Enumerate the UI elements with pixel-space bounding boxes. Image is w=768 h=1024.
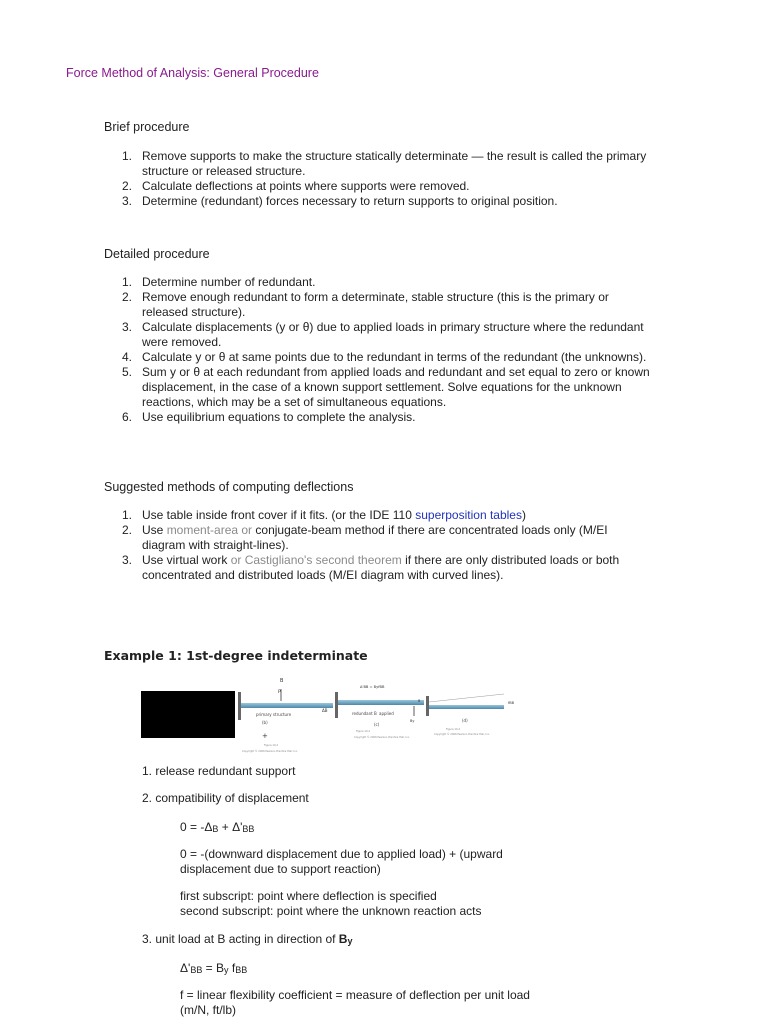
- equation-1: 0 = -ΔB + Δ'BB: [180, 820, 255, 834]
- caption-c-letter: (d): [462, 718, 468, 723]
- b-label: B: [418, 699, 421, 703]
- caption-b-suffix: applied: [379, 711, 394, 716]
- beam: [338, 700, 424, 705]
- suggested-heading: Suggested methods of computing deflections: [104, 480, 354, 494]
- label-b: B: [280, 678, 284, 684]
- list-item: 1. Remove supports to make the structure statically determinate — the result is called the primary structure or released structure.: [122, 149, 647, 178]
- plus-sign: +: [262, 732, 268, 740]
- list-item: 4. Calculate y or θ at same points due to the redundant in terms of the redundant (the unknowns).: [122, 350, 647, 364]
- detailed-list: [122, 275, 652, 425]
- fig-ref: Figure 10-2: [264, 744, 279, 747]
- caption-a-letter: (b): [262, 720, 268, 725]
- subscript-note-1: first subscript: point where deflection is specified: [180, 889, 437, 903]
- deflected-shape: [429, 694, 504, 702]
- caption-a: primary structure: [256, 712, 292, 717]
- brief-heading: Brief procedure: [104, 120, 190, 134]
- by-label: By: [410, 719, 415, 723]
- copyright: Copyright © 2006 Pearson Prentice Hall, Inc.: [434, 733, 491, 736]
- superposition-tables-link[interactable]: superposition tables: [415, 508, 522, 522]
- brief-list: [122, 149, 652, 209]
- beam: [241, 703, 333, 708]
- fig-ref: Figure 10-2: [446, 728, 461, 731]
- label-p: P: [278, 690, 281, 695]
- list-item: 3. Use virtual work or Castigliano's second theorem if there are only distributed loads or both concentrated and distributed loads (M/EI diagram with curved lines).: [122, 553, 620, 582]
- eq-b: Δ'BB = ByfBB: [360, 685, 385, 689]
- list-item: 2. Remove enough redundant to form a determinate, stable structure (this is the primary or released structure).: [122, 290, 609, 319]
- beam: [429, 705, 504, 709]
- example-title: Example 1: 1st-degree indeterminate: [104, 648, 368, 663]
- delta-b: ΔB: [322, 708, 328, 713]
- step-3: 3. unit load at B acting in direction of By: [142, 932, 353, 946]
- fixed-support: [335, 692, 338, 718]
- caption-b-letter: (c): [374, 722, 380, 727]
- equation-3: Δ'BB = By fBB: [180, 961, 248, 975]
- list-item: 2. Calculate deflections at points where supports were removed.: [122, 179, 470, 193]
- list-item: 3. Calculate displacements (y or θ) due to applied loads in primary structure where the redundant were removed.: [122, 320, 644, 349]
- fixed-support: [426, 696, 429, 716]
- list-item: 2. Use moment-area or conjugate-beam method if there are concentrated loads only (M/EI diagram with straight-lines).: [122, 523, 608, 552]
- copyright: Copyright © 2006 Pearson Prentice Hall, Inc.: [242, 750, 299, 753]
- fig-ref: Figure 10-2: [356, 730, 371, 733]
- list-item: 5. Sum y or θ at each redundant from applied loads and redundant and set equal to zero or known displacement, in the case of a known support settlement. Solve equations for the unknown reactions, which may be a set of simultaneous equations.: [122, 365, 650, 409]
- copyright: Copyright © 2006 Pearson Prentice Hall, Inc.: [354, 736, 411, 739]
- beam-figure: [236, 672, 526, 756]
- list-item: 1. Use table inside front cover if it fits. (or the IDE 110 superposition tables): [122, 508, 526, 522]
- step-2: 2. compatibility of displacement: [142, 791, 309, 805]
- page-title: Force Method of Analysis: General Procedure: [66, 66, 319, 80]
- equation-2: 0 = -(downward displacement due to applied load) + (upward displacement due to support reaction): [180, 847, 503, 876]
- fixed-support: [238, 692, 241, 720]
- subscript-note-2: second subscript: point where the unknown reaction acts: [180, 904, 482, 918]
- suggested-list: [122, 508, 652, 583]
- list-item: 6. Use equilibrium equations to complete the analysis.: [122, 410, 416, 424]
- step-1: 1. release redundant support: [142, 764, 296, 778]
- caption-b: redundant B: [352, 711, 377, 716]
- fbb-label: fBB: [508, 701, 515, 705]
- flexibility-definition: f = linear flexibility coefficient = measure of deflection per unit load (m/N, ft/lb): [180, 988, 530, 1017]
- list-item: 1. Determine number of redundant.: [122, 275, 316, 289]
- redacted-image: [141, 691, 235, 738]
- list-item: 3. Determine (redundant) forces necessary to return supports to original position.: [122, 194, 558, 208]
- detailed-heading: Detailed procedure: [104, 247, 210, 261]
